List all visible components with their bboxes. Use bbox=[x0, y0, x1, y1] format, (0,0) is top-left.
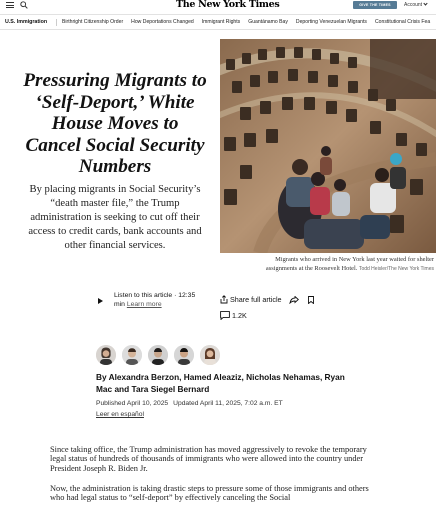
learn-more-link[interactable]: Learn more bbox=[126, 300, 162, 308]
article-byline: By Alexandra Berzon, Hamed Aleaziz, Nicholas Nehamas, Ryan Mac and Tara Siegel Bernard bbox=[96, 372, 345, 394]
chevron-down-icon bbox=[423, 1, 427, 5]
nav-link-guantanamo[interactable]: Guantánamo Bay bbox=[248, 19, 288, 25]
article-summary: By placing migrants in Social Security’s “death master file,” the Trump administration is seeking to cut off their access to credit cards, bank accounts and other financial services. bbox=[28, 184, 202, 251]
play-icon[interactable] bbox=[98, 298, 103, 304]
nav-divider bbox=[56, 19, 57, 26]
account-label: Account bbox=[404, 2, 423, 8]
photo-credit: Todd Heisler/The New York Times bbox=[358, 265, 434, 272]
search-icon[interactable] bbox=[20, 1, 28, 9]
avatar[interactable] bbox=[174, 345, 194, 365]
lobby-scene-illustration bbox=[220, 39, 436, 253]
article-dates bbox=[96, 399, 283, 408]
nav-link-birthright[interactable]: Birthright Citizenship Order bbox=[62, 19, 124, 25]
article-paragraph: Since taking office, the Trump administration has moved aggressively to revoke the temporary legal status of hundreds of thousands of immigrants who were allowed into the country under President Joseph R. Biden Jr. bbox=[50, 445, 367, 473]
nav-links bbox=[62, 15, 430, 30]
article-headline: Pressuring Migrants to ‘Self-Deport,’ White House Moves to Cancel Social Security Numbers bbox=[23, 70, 207, 177]
comment-icon bbox=[220, 311, 230, 320]
updated-date: Updated April 11, 2025, 7:02 a.m. ET bbox=[173, 400, 283, 407]
nav-link-immigrant-rights[interactable]: Immigrant Rights bbox=[201, 19, 241, 25]
article-paragraph: Now, the administration is taking drastic steps to pressure some of those immigrants and others who had legal status to “self-deport” by effectively canceling the Social bbox=[50, 484, 369, 503]
listen-duration-unit: min bbox=[114, 300, 125, 308]
bookmark-icon[interactable] bbox=[308, 296, 314, 304]
photo-caption bbox=[246, 256, 434, 273]
section-nav bbox=[0, 14, 436, 30]
avatar[interactable] bbox=[122, 345, 142, 365]
avatar[interactable] bbox=[200, 345, 220, 365]
top-bar bbox=[0, 0, 436, 10]
nav-section-title[interactable]: U.S. Immigration bbox=[5, 19, 48, 25]
listen-text bbox=[114, 292, 195, 310]
photo-caption-text: Migrants who arrived in New York last year waited for shelter assignments at the Roosevelt Hotel. bbox=[265, 256, 434, 272]
gift-arrow-icon[interactable] bbox=[289, 296, 299, 304]
nav-link-venezuelan[interactable]: Deporting Venezuelan Migrants bbox=[295, 19, 367, 25]
spanish-version-link[interactable]: Leer en español bbox=[96, 411, 144, 418]
share-article-button[interactable] bbox=[220, 295, 282, 305]
article-photo bbox=[220, 39, 436, 253]
account-menu[interactable] bbox=[404, 1, 427, 9]
share-icon bbox=[220, 295, 228, 304]
avatar[interactable] bbox=[148, 345, 168, 365]
comments-count: 1.2K bbox=[232, 311, 247, 320]
listen-to-article[interactable] bbox=[98, 292, 210, 312]
give-the-times-button[interactable]: GIVE THE TIMES bbox=[353, 1, 397, 9]
nav-link-constitutional[interactable]: Constitutional Crisis Fea bbox=[374, 19, 431, 25]
nyt-logo[interactable]: The New York Times bbox=[176, 0, 280, 10]
listen-label: Listen to this article · 12:35 bbox=[114, 292, 196, 299]
avatar[interactable] bbox=[96, 345, 116, 365]
published-date: Published April 10, 2025 bbox=[96, 400, 169, 407]
nav-link-deportations[interactable]: How Deportations Changed bbox=[131, 19, 194, 25]
comments-button[interactable] bbox=[220, 311, 247, 321]
author-avatars bbox=[96, 345, 220, 365]
menu-icon[interactable] bbox=[6, 2, 14, 8]
share-label: Share full article bbox=[230, 295, 282, 304]
